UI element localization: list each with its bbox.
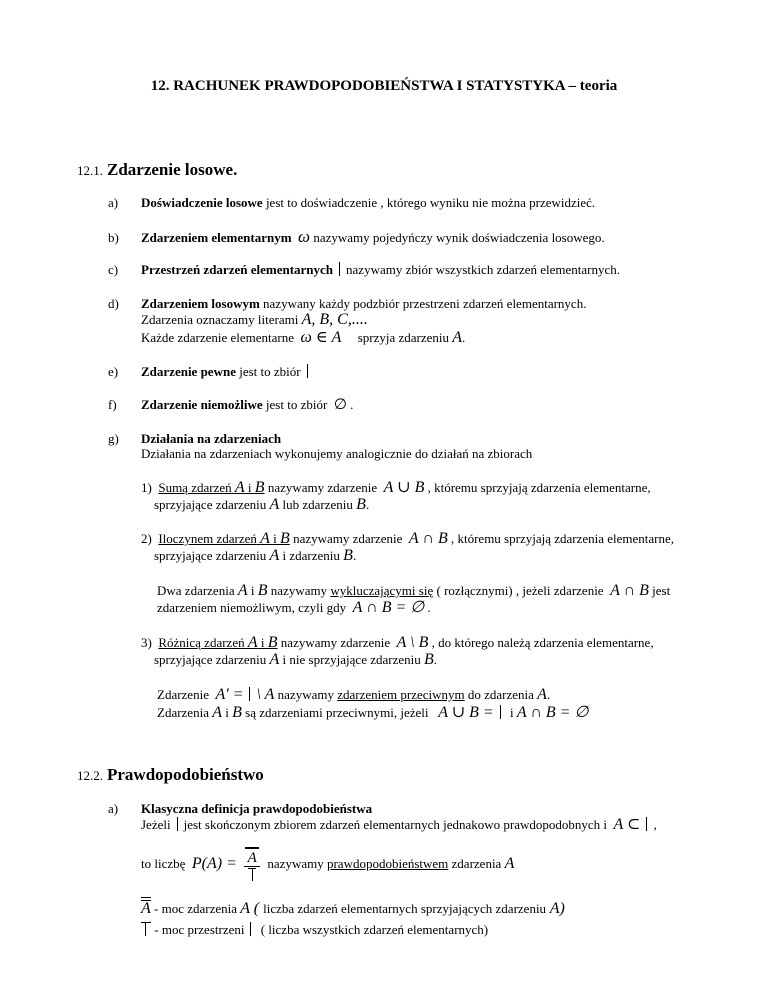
- omega-placeholder-icon: [646, 817, 647, 831]
- term: Przestrzeń zdarzeń elementarnych: [141, 262, 334, 277]
- text: , któremu sprzyjają zdarzenia elementarne,: [424, 480, 651, 495]
- math-variable: B: [343, 547, 353, 564]
- item-g-text: Działania na zdarzeniach wykonujemy analogicznie do działań na zbiorach: [141, 446, 533, 461]
- text: sprzyjające zdarzeniu: [154, 548, 267, 563]
- text: nazywamy zdarzenie: [289, 531, 406, 546]
- sub-label: 3): [141, 635, 152, 650]
- text: .: [346, 397, 354, 412]
- text: nazywamy: [267, 583, 331, 598]
- text: Jeżeli: [141, 817, 171, 832]
- math-variable: A: [247, 634, 258, 651]
- text: Sumą zdarzeń: [158, 480, 232, 495]
- underlined-term: [158, 531, 289, 546]
- term: Zdarzenie niemożliwe: [141, 397, 263, 412]
- text: nazywamy: [267, 855, 327, 871]
- empty-set-symbol: ∅: [333, 397, 347, 413]
- item-label: a): [108, 195, 119, 210]
- text: Różnicą zdarzeń: [158, 635, 245, 650]
- math-expression: A ∩ B: [408, 530, 448, 547]
- text: i: [244, 480, 255, 495]
- term: Zdarzeniem losowym: [141, 296, 260, 311]
- item-d-line2: [141, 312, 368, 327]
- cardinality-a: [141, 901, 565, 916]
- text: ( liczba wszystkich zdarzeń elementarnych): [257, 922, 489, 937]
- section-title: Prawdopodobieństwo: [107, 765, 264, 784]
- text: A): [546, 900, 565, 917]
- probability-formula: [141, 847, 514, 883]
- text: i: [222, 705, 233, 720]
- item-d-line3: [141, 330, 465, 345]
- underlined-term: wykluczającymi się: [330, 583, 434, 598]
- text: zdarzeniem niemożliwym, czyli gdy: [157, 600, 347, 615]
- math-variable: B: [267, 634, 278, 651]
- text: nazywamy zdarzenie: [277, 635, 394, 650]
- math-expression: A ∩ B = ∅: [516, 704, 589, 721]
- math-expression: A ∪ B: [383, 479, 425, 496]
- text: ,: [653, 817, 657, 832]
- text: ( rozłącznymi) , jeżeli zdarzenie: [433, 583, 604, 598]
- text: sprzyja zdarzeniu: [357, 330, 449, 345]
- math-variable: B: [257, 582, 268, 599]
- math-variable: B: [424, 651, 434, 668]
- math-variable: A: [260, 530, 270, 547]
- math-expression: A ∪ B =: [438, 704, 494, 721]
- intersection-definition: [141, 531, 674, 546]
- item-g: [108, 431, 281, 446]
- text: lub zdarzeniu: [279, 497, 353, 512]
- item-label: e): [108, 364, 119, 379]
- text: nazywamy zdarzenie: [264, 480, 381, 495]
- text: jest skończonym zbiorem zdarzeń elementarnych jednakowo prawdopodobnych i: [183, 817, 608, 832]
- intersection-definition-line2: [154, 548, 356, 563]
- text: .: [546, 687, 551, 702]
- text: zdarzenia: [448, 855, 502, 871]
- term: Klasyczna definicja prawdopodobieństwa: [141, 801, 373, 816]
- text: i: [247, 583, 258, 598]
- difference-definition: [141, 635, 654, 650]
- math-variable: A: [537, 686, 547, 703]
- fraction-denominator-omega: [244, 868, 260, 883]
- fraction-bar: [244, 866, 260, 867]
- text: Dwa zdarzenia: [157, 583, 235, 598]
- text: .: [433, 652, 438, 667]
- text: i: [269, 531, 281, 546]
- math-variable: A: [240, 900, 250, 917]
- section-number: 12.1.: [77, 163, 103, 178]
- math-variable: A: [504, 854, 515, 872]
- math-variable: A: [234, 479, 245, 496]
- underlined-term: [158, 480, 264, 495]
- math-expression: A ∩ B = ∅: [352, 599, 425, 616]
- item-e: [108, 364, 314, 379]
- math-variable: A: [141, 900, 151, 917]
- section-number: 12.2.: [77, 768, 103, 783]
- definition: jest to zbiór: [235, 364, 301, 379]
- item-label: c): [108, 262, 119, 277]
- item-label: f): [108, 397, 117, 412]
- sub-label: 2): [141, 531, 152, 546]
- item-label: g): [108, 431, 119, 446]
- text: (: [249, 900, 264, 917]
- definition: nazywany każdy podzbiór przestrzeni zdarzeń elementarnych.: [259, 296, 587, 311]
- definition: nazywamy zbiór wszystkich zdarzeń elementarnych.: [346, 262, 620, 277]
- text: , do którego należą zdarzenia elementarne,: [428, 635, 654, 650]
- omega-symbol: ω: [298, 227, 311, 246]
- omega-placeholder-icon: [177, 817, 178, 831]
- math-expression: P(A) =: [191, 854, 237, 872]
- text: to liczbę: [141, 855, 186, 871]
- classic-definition-line1: [141, 817, 657, 832]
- underlined-term: zdarzeniem przeciwnym: [337, 687, 465, 702]
- item-c: [108, 262, 620, 277]
- text: i: [257, 635, 268, 650]
- section-heading-2: [77, 765, 264, 785]
- document-title: 12. RACHUNEK PRAWDOPODOBIEŃSTWA I STATYSTYKA – teoria: [150, 78, 618, 94]
- text: Zdarzenia: [157, 705, 209, 720]
- math-variable: B: [232, 704, 242, 721]
- term: Zdarzeniem elementarnym: [141, 230, 292, 245]
- disjoint-definition-line2: [157, 600, 431, 615]
- math-variable: A: [269, 496, 280, 513]
- item-label: b): [108, 230, 119, 245]
- math-expression: A \ B: [396, 634, 429, 651]
- math-variable: A: [269, 547, 280, 564]
- text: - moc przestrzeni: [151, 922, 245, 937]
- math-expression: ω ∈ A: [300, 329, 342, 346]
- term: Działania na zdarzeniach: [141, 431, 282, 446]
- text: - moc zdarzenia: [150, 901, 238, 916]
- math-expression: A ∩ B: [610, 582, 649, 599]
- text: .: [365, 497, 370, 512]
- text: .: [462, 330, 466, 345]
- fraction-numerator: A: [244, 847, 260, 865]
- math-expression: A' =: [215, 686, 244, 703]
- probability-fraction: [244, 847, 260, 883]
- omega-placeholder-icon: [249, 687, 250, 701]
- math-expression: A ⊂: [613, 816, 641, 833]
- text: .: [424, 600, 431, 615]
- text: Każde zdarzenie elementarne: [141, 330, 295, 345]
- term: Doświadczenie losowe: [141, 195, 263, 210]
- text: i zdarzeniu: [279, 548, 340, 563]
- text: Iloczynem zdarzeń: [158, 531, 257, 546]
- omega-placeholder-icon: [250, 922, 251, 936]
- section-heading-1: [77, 160, 237, 180]
- omega-placeholder-icon: [500, 705, 501, 719]
- item-label: a): [108, 801, 119, 816]
- text: .: [352, 548, 357, 563]
- text: Zdarzenie: [157, 687, 209, 702]
- omega-placeholder-icon: [307, 364, 308, 378]
- text: i nie sprzyjające zdarzeniu: [279, 652, 421, 667]
- complement-definition-line2: [157, 705, 588, 720]
- classic-definition: [108, 801, 372, 816]
- term: Zdarzenie pewne: [141, 364, 236, 379]
- text: sprzyjające zdarzeniu: [154, 652, 267, 667]
- underlined-term: [158, 635, 277, 650]
- definition: jest to zbiór: [262, 397, 328, 412]
- union-definition-line2: [154, 497, 369, 512]
- math-variable: B: [356, 496, 366, 513]
- sub-label: 1): [141, 480, 152, 495]
- complement-definition: [157, 687, 550, 702]
- math-variable: B: [254, 479, 265, 496]
- union-definition: [141, 480, 651, 495]
- text: liczba zdarzeń elementarnych sprzyjających zdarzeniu: [263, 901, 547, 916]
- section-title: Zdarzenie losowe.: [107, 160, 238, 179]
- math-expression: \ A: [256, 686, 275, 703]
- text: Zdarzenia oznaczamy literami: [141, 312, 299, 327]
- text: do zdarzenia: [464, 687, 534, 702]
- text: sprzyjające zdarzeniu: [154, 497, 267, 512]
- omega-cardinality-icon: [141, 922, 151, 936]
- math-variable: A: [212, 704, 222, 721]
- text: nazywamy: [274, 687, 338, 702]
- text: jest: [648, 583, 671, 598]
- difference-definition-line2: [154, 652, 437, 667]
- definition: jest to doświadczenie , którego wyniku nie można przewidzieć.: [262, 195, 596, 210]
- math-expression: A, B, C,....: [301, 311, 368, 328]
- text: , któremu sprzyjają zdarzenia elementarne,: [447, 531, 675, 546]
- item-f: [108, 397, 353, 413]
- math-variable: A: [452, 329, 463, 346]
- item-a: [108, 195, 595, 210]
- underlined-term: prawdopodobieństwem: [326, 855, 449, 871]
- cardinality-omega: [141, 922, 488, 937]
- text: i: [506, 705, 517, 720]
- omega-placeholder-icon: [339, 262, 340, 276]
- definition: nazywamy pojedyńczy wynik doświadczenia losowego.: [310, 230, 605, 245]
- item-d: [108, 296, 586, 311]
- item-label: d): [108, 296, 119, 311]
- math-variable: B: [280, 530, 290, 547]
- item-b: [108, 229, 605, 245]
- disjoint-definition: [157, 583, 670, 598]
- math-variable: A: [269, 651, 280, 668]
- text: są zdarzeniami przeciwnymi, jeżeli: [241, 705, 429, 720]
- math-variable: A: [237, 582, 248, 599]
